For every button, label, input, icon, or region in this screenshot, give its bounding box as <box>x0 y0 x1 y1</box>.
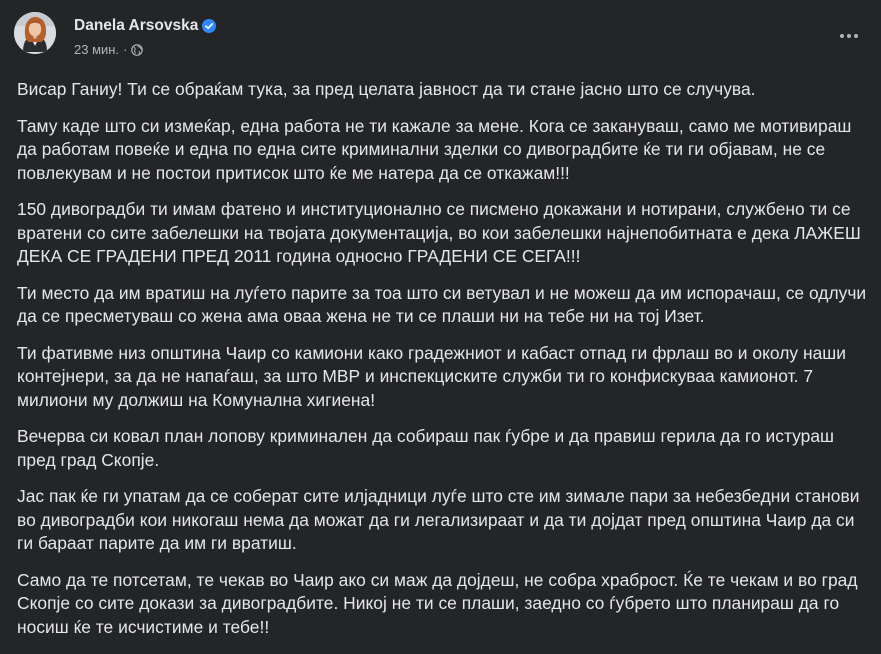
avatar[interactable] <box>14 12 56 54</box>
post-paragraph: Ти фативме низ општина Чаир со камиони како градежниот и кабаст отпад ги фрлаш во и околу наши контејнери, за да не напаѓаш, за што МВР и инспекциските служби ти го конфискуваа камионот. 7 милиони му должиш на Комунална хигиена! <box>17 342 846 410</box>
more-horizontal-icon <box>847 34 851 38</box>
verified-badge-icon <box>202 19 216 33</box>
post-paragraph: Вечерва си ковал план лопову криминален да собираш пак ѓубре и да правиш герила да го истураш пред град Скопје. <box>17 426 835 470</box>
more-horizontal-icon <box>840 34 844 38</box>
post-text <box>17 78 867 652</box>
post-timestamp[interactable]: 23 мин. <box>74 42 120 57</box>
post-paragraph: Таму каде што си измеќар, една работа не ти кажале за мене. Кога се закануваш, само ме мотивираш да работам повеќе и една по една сите криминални зделки со дивоградбите ќе ти ги објавам, не се повлекувам и не постои притисок што ќе ме натера да се откажам!!! <box>17 115 852 183</box>
author-line <box>74 17 216 37</box>
post-meta <box>74 42 143 57</box>
more-options-button[interactable] <box>833 20 865 52</box>
author-name[interactable]: Danela Arsovska <box>74 17 199 34</box>
post-paragraph: Само да те потсетам, те чекав во Чаир ако си маж да дојдеш, не собра храброст. Ќе те чекам и во град Скопје со сите докази за дивоградбите. Никој не ти се плаши, заедно со ѓубрето што планираш да го носиш ќе те исчистиме и тебе!! <box>17 569 858 637</box>
post-paragraph: Јас пак ќе ги упатам да се соберат сите илјадници луѓе што сте им зимале пари за небезбедни станови во дивоградби кои никогаш нема да можат да ги легализираат и да ти дојдат пред општина Чаир да си ги бараат парите да им ги вратиш. <box>17 486 860 553</box>
post-header <box>14 12 867 64</box>
post-paragraph: Ти место да им вратиш на луѓето парите за тоа што си ветувал и не можеш да им испорачаш, се одлучи да се пресметуваш со жена ама оваа жена не ти се плаши ни на тебе ни на тој Изет. <box>17 282 867 326</box>
post-paragraph: Висар Ганиу! Ти се обраќам тука, за пред целата јавност да ти стане јасно што се случува. <box>17 79 756 99</box>
more-horizontal-icon <box>854 34 858 38</box>
avatar-image <box>14 12 56 54</box>
meta-separator: · <box>123 42 128 57</box>
globe-icon[interactable] <box>131 44 143 56</box>
post-paragraph: 150 дивоградби ти имам фатено и институционално се писмено докажани и нотирани, службено ти се вратени со сите забелешки на твојата документација, во кои забелешки најнепобитната е дека ЛАЖЕШ ДЕКА СЕ ГРАДЕНИ ПРЕД 2011 година односно ГРАДЕНИ СЕ СЕГА!!! <box>17 199 861 266</box>
